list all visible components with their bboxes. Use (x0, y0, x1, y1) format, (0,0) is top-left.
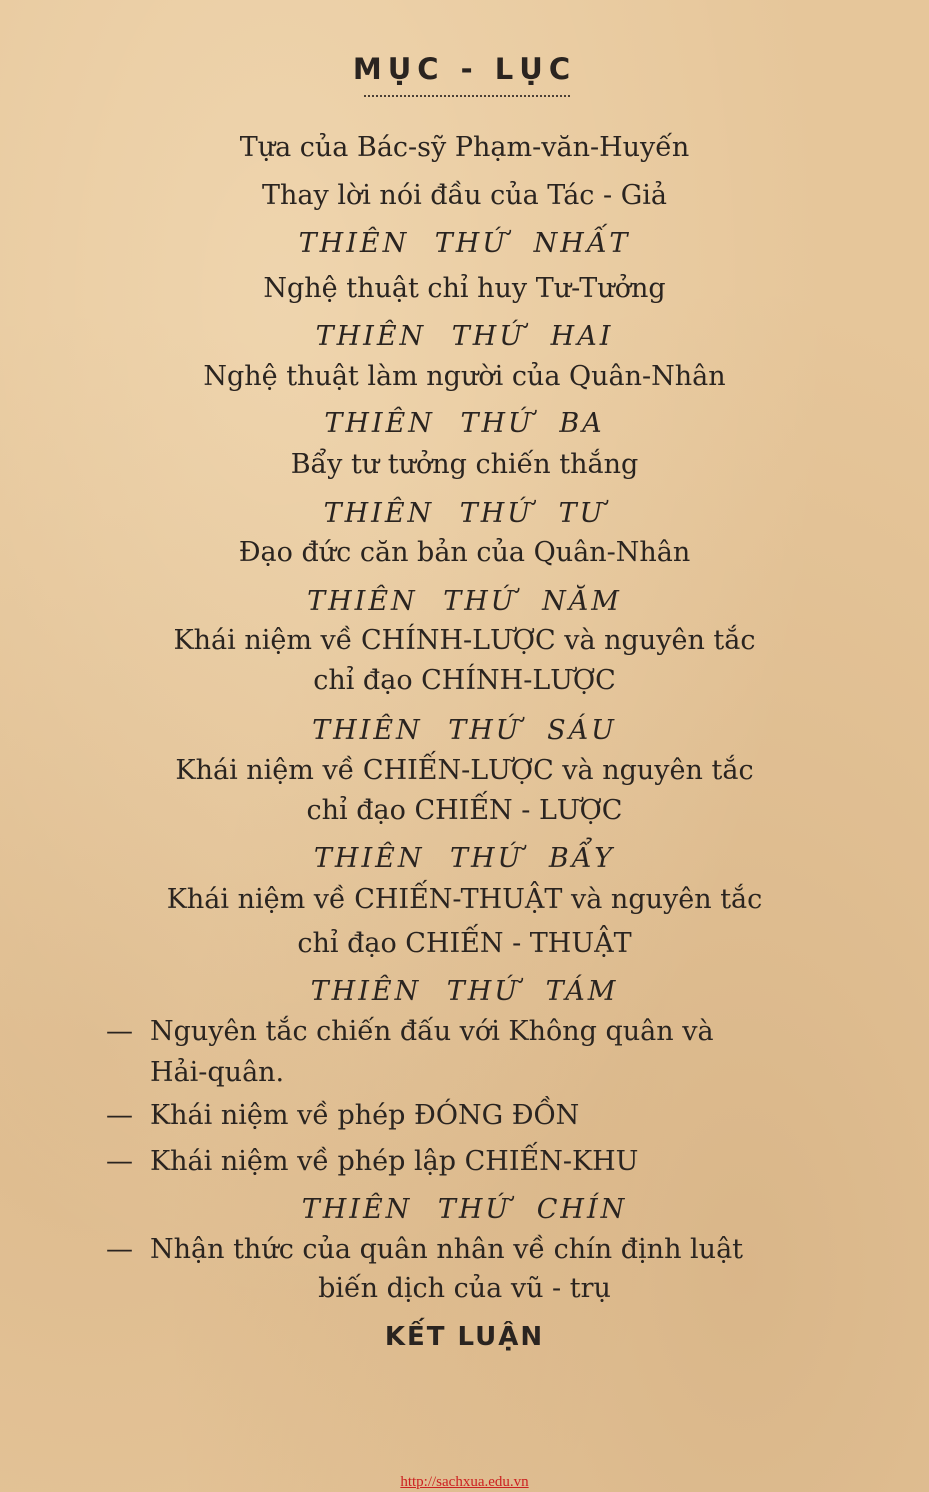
preface-entry: Tựa của Bác-sỹ Phạm-văn-Huyến (239, 132, 690, 163)
list-dash: — (106, 1146, 133, 1177)
chapter-6-heading: THIÊN THỨ SÁU (312, 715, 617, 746)
chapter-8-heading: THIÊN THỨ TÁM (310, 976, 619, 1007)
chapter-3-heading: THIÊN THỨ BA (324, 408, 605, 439)
chapter-9-heading: THIÊN THỨ CHÍN (301, 1194, 628, 1225)
list-dash: — (106, 1016, 133, 1047)
source-url-link[interactable]: http://sachxua.edu.vn (400, 1474, 529, 1490)
chapter-7-title-line-2: chỉ đạo CHIẾN - THUẬT (297, 928, 632, 959)
chapter-6-title-line-2: chỉ đạo CHIẾN - LƯỢC (306, 795, 623, 826)
chapter-2-heading: THIÊN THỨ HAI (315, 321, 614, 352)
chapter-8-item-1-continued: Hải-quân. (150, 1057, 285, 1088)
chapter-9-item-1: Nhận thức của quân nhân về chín định luật (150, 1234, 744, 1265)
chapter-5-heading: THIÊN THỨ NĂM (307, 586, 622, 617)
conclusion-entry: KẾT LUẬN (384, 1322, 545, 1352)
chapter-1-heading: THIÊN THỨ NHẤT (298, 228, 631, 259)
chapter-8-item-1: Nguyên tắc chiến đấu với Không quân và (150, 1016, 714, 1047)
foreword-entry: Thay lời nói đầu của Tác - Giả (261, 180, 667, 211)
chapter-7-heading: THIÊN THỨ BẨY (313, 843, 616, 874)
chapter-1-title: Nghệ thuật chỉ huy Tư-Tưởng (263, 273, 666, 304)
chapter-3-title: Bẩy tư tưởng chiến thắng (290, 449, 639, 480)
chapter-5-title-line-2: chỉ đạo CHÍNH-LƯỢC (313, 665, 616, 696)
list-dash: — (106, 1234, 133, 1265)
chapter-4-heading: THIÊN THỨ TƯ (323, 498, 606, 529)
chapter-8-item-3: Khái niệm về phép lập CHIẾN-KHU (150, 1146, 639, 1177)
chapter-5-title-line-1: Khái niệm về CHÍNH-LƯỢC và nguyên tắc (173, 625, 756, 656)
list-dash: — (106, 1100, 133, 1131)
chapter-9-item-1-continued: biến dịch của vũ - trụ (318, 1273, 611, 1304)
chapter-7-title-line-1: Khái niệm về CHIẾN-THUẬT và nguyên tắc (166, 884, 763, 915)
title-underline (364, 95, 570, 97)
chapter-8-item-2: Khái niệm về phép ĐÓNG ĐỒN (150, 1100, 580, 1131)
toc-title: MỤC - LỤC (352, 52, 577, 86)
chapter-6-title-line-1: Khái niệm về CHIẾN-LƯỢC và nguyên tắc (175, 755, 754, 786)
chapter-2-title: Nghệ thuật làm người của Quân-Nhân (203, 361, 726, 392)
chapter-4-title: Đạo đức căn bản của Quân-Nhân (238, 537, 691, 568)
